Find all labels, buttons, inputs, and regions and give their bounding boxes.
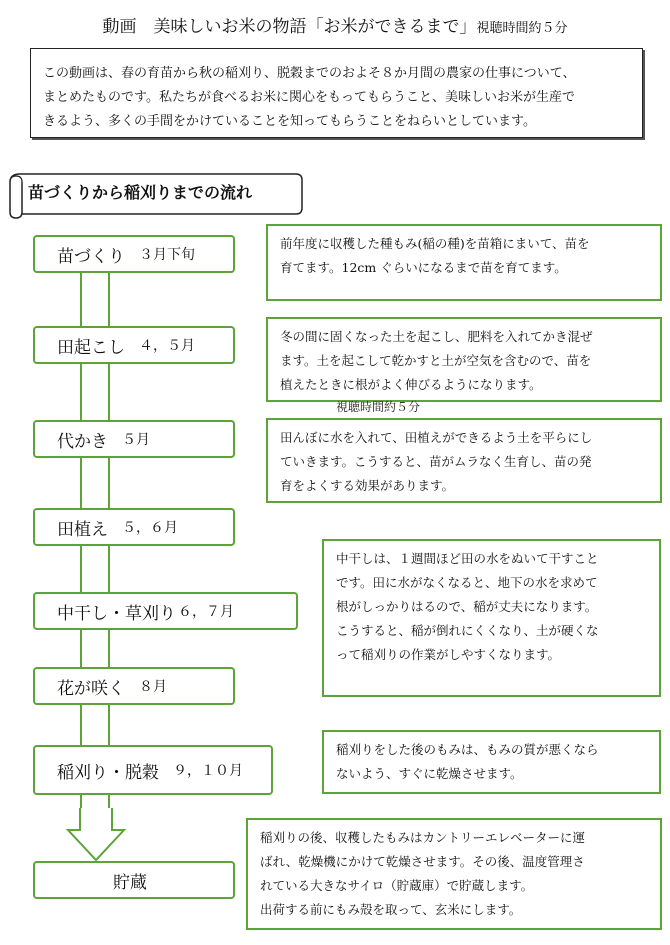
step-month: ５，６月 bbox=[122, 520, 178, 536]
step-month: ９，１０月 bbox=[173, 763, 243, 779]
step-name: 田起こし bbox=[57, 337, 125, 358]
desc-line: 稲刈りをした後のもみは、もみの質が悪くなら bbox=[336, 742, 599, 757]
desc-line: ないよう、すぐに乾燥させます。 bbox=[336, 766, 523, 781]
step-month: ４，５月 bbox=[139, 338, 195, 354]
page-title bbox=[0, 12, 670, 37]
step-name: 花が咲く bbox=[57, 678, 125, 699]
desc-line: ていきます。こうすると、苗がムラなく生育し、苗の発 bbox=[280, 454, 592, 469]
desc-line: 育をよくする効果があります。 bbox=[280, 478, 455, 493]
intro-line: きるよう、多くの手間をかけていることを知ってもらうことをねらいとしています。 bbox=[43, 114, 536, 129]
overlapping-viewing-time: 視聴時間約５分 bbox=[336, 400, 421, 414]
intro-box bbox=[30, 48, 643, 138]
step-planting bbox=[33, 508, 235, 546]
desc-line: 稲刈りの後、収穫したもみはカントリーエレベーターに運 bbox=[260, 830, 586, 845]
desc-plowing bbox=[266, 317, 662, 402]
desc-seedling bbox=[266, 224, 662, 301]
step-storage bbox=[33, 861, 235, 899]
desc-line: こうすると、稲が倒れにくくなり、土が硬くな bbox=[336, 623, 599, 638]
step-month: ８月 bbox=[139, 679, 167, 695]
step-seedling bbox=[33, 235, 235, 273]
step-drying-weeding bbox=[33, 592, 298, 630]
step-name: 代かき bbox=[57, 431, 108, 452]
desc-puddling bbox=[266, 418, 662, 503]
desc-line: 出荷する前にもみ殻を取って、玄米にします。 bbox=[260, 902, 522, 917]
desc-line: です。田に水がなくなると、地下の水を求めて bbox=[336, 575, 598, 590]
step-name: 田植え bbox=[57, 519, 108, 540]
desc-line: ます。土を起こして乾かすと土が空気を含むので、苗を bbox=[280, 353, 592, 368]
step-month: ５月 bbox=[122, 432, 150, 448]
desc-line: 冬の間に固くなった土を起こし、肥料を入れてかき混ぜ bbox=[280, 329, 593, 344]
step-name: 中干し・草刈り bbox=[57, 603, 176, 624]
desc-line: 田んぼに水を入れて、田植えができるよう土を平らにし bbox=[280, 430, 593, 445]
desc-line: れている大きなサイロ（貯蔵庫）で貯蔵します。 bbox=[260, 878, 534, 893]
desc-line: ばれ、乾燥機にかけて乾燥させます。その後、温度管理さ bbox=[260, 854, 585, 869]
step-name: 苗づくり bbox=[57, 246, 125, 267]
step-harvest bbox=[33, 745, 273, 795]
intro-line: この動画は、春の育苗から秋の稲刈り、脱穀までのおよそ８か月間の農家の仕事について、 bbox=[43, 66, 576, 81]
intro-line: まとめたものです。私たちが食べるお米に関心をもってもらうこと、美味しいお米が生産で bbox=[43, 90, 575, 105]
desc-line: 根がしっかりはるので、稲が丈夫になります。 bbox=[336, 599, 598, 614]
desc-storage bbox=[246, 818, 662, 930]
step-puddling bbox=[33, 420, 235, 458]
desc-harvest bbox=[322, 730, 661, 794]
title-main: 動画 美味しいお米の物語「お米ができるまで」 bbox=[102, 17, 477, 37]
desc-line: 前年度に収穫した種もみ(稲の種)を苗箱にまいて、苗を bbox=[280, 236, 590, 251]
desc-line: 植えたときに根がよく伸びるようになります。 bbox=[280, 377, 542, 392]
step-name: 稲刈り・脱穀 bbox=[57, 762, 159, 783]
title-viewing-time: 視聴時間約５分 bbox=[476, 21, 568, 36]
step-plowing bbox=[33, 326, 235, 364]
arrow-down-icon bbox=[64, 806, 128, 862]
step-flowering bbox=[33, 667, 235, 705]
step-name: 貯蔵 bbox=[113, 872, 147, 893]
desc-line: って稲刈りの作業がしやすくなります。 bbox=[336, 647, 561, 662]
step-month: ６，７月 bbox=[178, 604, 234, 620]
desc-line: 育てます。12cm ぐらいになるまで苗を育てます。 bbox=[280, 260, 567, 275]
section-heading: 苗づくりから稲刈りまでの流れ bbox=[28, 183, 253, 202]
desc-drying-weeding bbox=[322, 539, 661, 697]
desc-line: 中干しは、１週間ほど田の水をぬいて干すこと bbox=[336, 551, 599, 566]
step-month: ３月下旬 bbox=[139, 247, 195, 263]
